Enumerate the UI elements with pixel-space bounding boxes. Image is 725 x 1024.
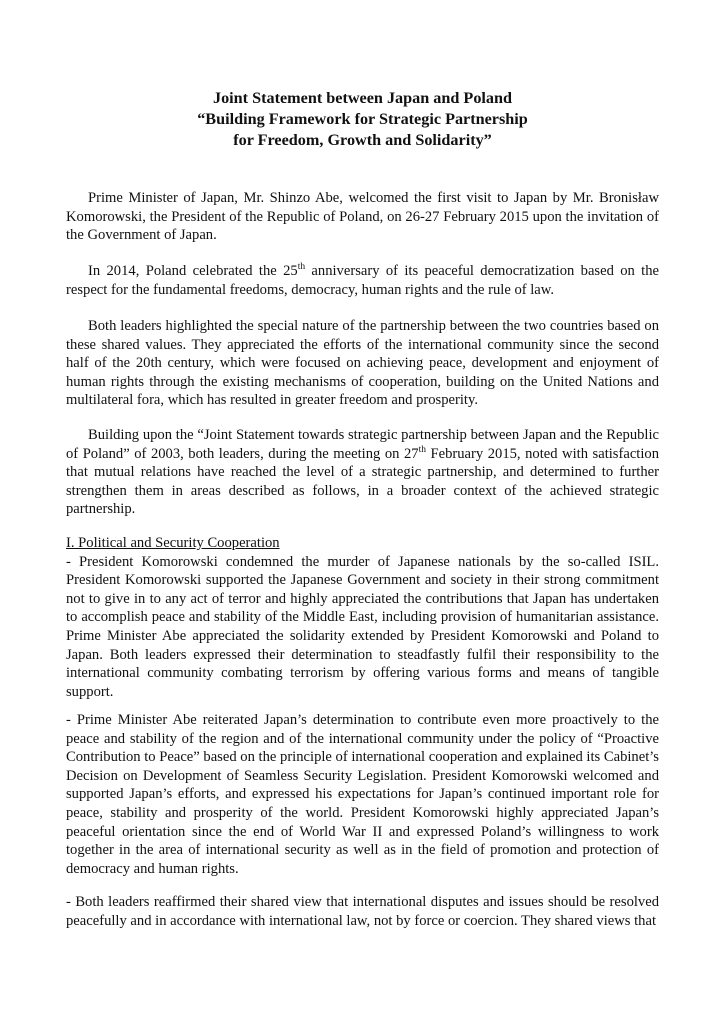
ordinal-suffix: th	[297, 262, 306, 272]
text-fragment: anniversary of its peaceful democratization based on the respect for the fundamental freedoms, democracy, human rights and the rule of law.	[66, 263, 660, 298]
text-fragment: Building upon the “Joint Statement towards strategic partnership between Japan and the Republic of Poland” of 2003, both leaders, during the meeting on 27	[66, 427, 659, 462]
document-title	[0, 88, 725, 151]
text-fragment: In 2014, Poland celebrated the 25	[88, 263, 298, 279]
section-item-terrorism: - President Komorowski condemned the murder of Japanese nationals by the so-called ISIL. President Komorowski supported the Japanese Government and society in their strong commitment not to give in to any act of terror and highly appreciated the contributions that Japan has undertaken to accomplish peace and stability of the Middle East, including provision of humanitarian assistance. Prime Minister Abe appreciated the solidarity extended by President Komorowski and Poland to Japan. Both leaders expressed their determination to steadfastly fulfil their responsibility to the international community combating terrorism by offering various forms and means of tangible support.	[66, 553, 659, 700]
paragraph-text: Both leaders highlighted the special nature of the partnership between the two countries based on these shared values. They appreciated the efforts of the international community since the second half of the 20th century, which were focused on achieving peace, development and enjoyment of human rights through the existing mechanisms of cooperation, building on the United Nations and multilateral fora, which has resulted in greater freedom and prosperity.	[66, 318, 659, 409]
paragraph-text: - Prime Minister Abe reiterated Japan’s determination to contribute even more proactively to the peace and stability of the region and of the international community under the policy of “Proactive Contribution to Peace” based on the principle of international cooperation and explained its Cabinet’s Decision on Development of Seamless Security Legislation. President Komorowski welcomed and supported Japan’s efforts, and expressed his expectations for Japan’s continued important role for peace, stability and prosperity of the world. President Komorowski highly appreciated Japan’s peaceful orientation since the end of World War II and expressed Poland’s willingness to work together in the area of international security as well as in the field of promotion and protection of democracy and human rights.	[66, 712, 659, 877]
section-item-disputes	[66, 893, 659, 930]
paragraph-strategic-partnership	[66, 426, 659, 519]
title-line-1: Joint Statement between Japan and Poland	[212, 89, 513, 107]
section-political-security	[66, 534, 659, 701]
title-line-3: for Freedom, Growth and Solidarity”	[233, 131, 492, 149]
paragraph-text	[66, 262, 659, 299]
section-heading: I. Political and Security Cooperation	[66, 535, 280, 551]
paragraph-shared-values	[66, 317, 659, 410]
paragraph-welcome	[66, 189, 659, 245]
paragraph-text	[66, 426, 659, 519]
title-line-2: “Building Framework for Strategic Partnership	[197, 110, 528, 128]
paragraph-democratization	[66, 262, 659, 299]
text-fragment: February 2015, noted with satisfaction that mutual relations have reached the level of a strategic partnership, and determined to further strengthen them in areas described as follows, in a broader context of the achieved strategic partnership.	[66, 445, 659, 518]
paragraph-text: Prime Minister of Japan, Mr. Shinzo Abe, welcomed the first visit to Japan by Mr. Bronisław Komorowski, the President of the Republic of Poland, on 26-27 February 2015 upon the invitation of the Government of Japan.	[66, 190, 659, 244]
section-item-proactive-peace	[66, 711, 659, 878]
ordinal-suffix: th	[418, 444, 426, 455]
paragraph-text: - Both leaders reaffirmed their shared view that international disputes and issues should be resolved peacefully and in accordance with international law, not by force or coercion. They shared views that	[66, 894, 659, 929]
